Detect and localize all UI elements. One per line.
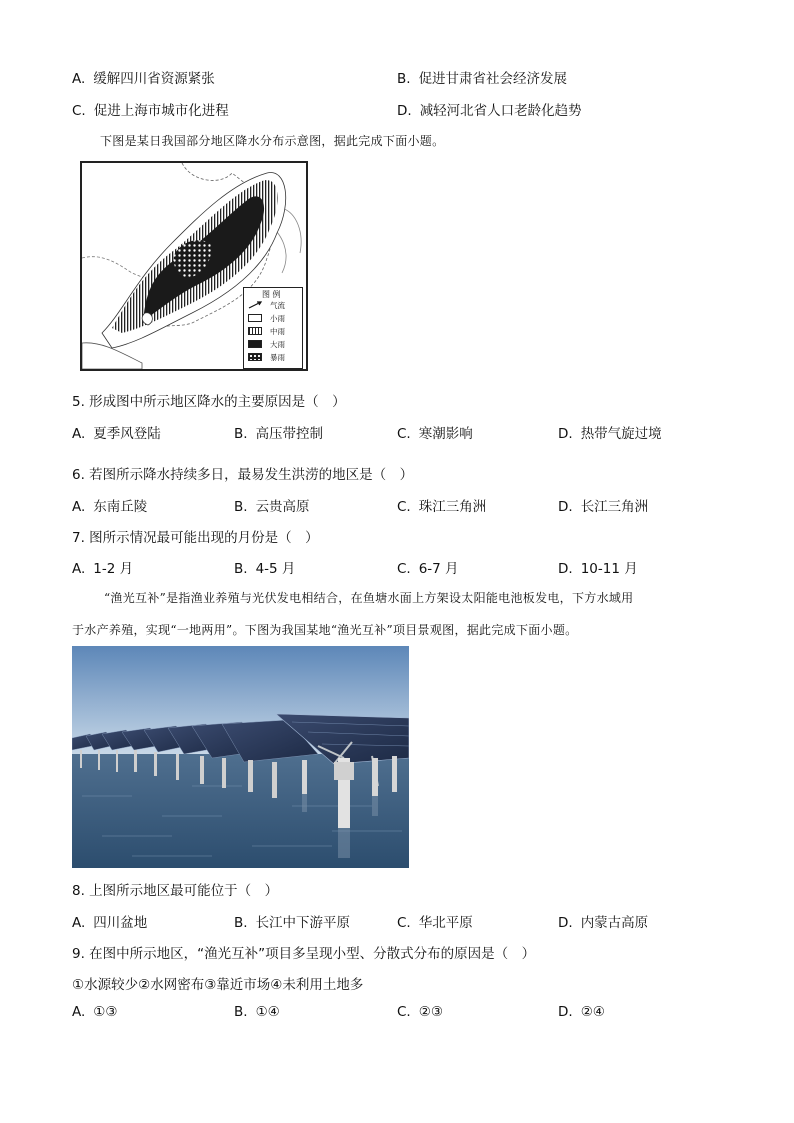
photo-intro-line2: 于水产养殖，实现“一地两用”。下图为我国某地“渔光互补”项目景观图，据此完成下面小题。 [72,623,578,637]
q9-option-d: D. ②④ [558,1004,605,1020]
fishery-solar-photo [72,646,409,868]
solar-panels-on-water-image [72,646,409,868]
q7-option-b: B. 4-5 月 [234,561,296,577]
q4-option-d: D. 减轻河北省人口老龄化趋势 [397,103,582,119]
precipitation-map [80,161,308,371]
q8-option-a: A. 四川盆地 [72,915,148,931]
q7-stem: 7. 图所示情况最可能出现的月份是（ ） [72,530,319,546]
q7-option-a: A. 1-2 月 [72,561,134,577]
q5-option-b: B. 高压带控制 [234,426,324,442]
q7-option-d: D. 10-11 月 [558,561,638,577]
q9-option-c: C. ②③ [397,1004,443,1020]
q5-option-a: A. 夏季风登陆 [72,426,161,442]
legend-rainstorm: 暴雨 [248,352,302,362]
map-intro-text: 下图是某日我国部分地区降水分布示意图，据此完成下面小题。 [100,134,445,148]
q6-option-b: B. 云贵高原 [234,499,310,515]
legend-airflow: 气流 [248,300,302,310]
q8-option-b: B. 长江中下游平原 [234,915,351,931]
q8-option-d: D. 内蒙古高原 [558,915,649,931]
q6-option-c: C. 珠江三角洲 [397,499,487,515]
q6-stem: 6. 若图所示降水持续多日，最易发生洪涝的地区是（ ） [72,467,414,483]
q7-option-c: C. 6-7 月 [397,561,459,577]
map-legend [243,287,303,369]
legend-title: 图 例 [262,290,281,299]
q4-option-a: A. 缓解四川省资源紧张 [72,71,215,87]
q9-option-a: A. ①③ [72,1004,118,1020]
arrow-icon [248,300,264,310]
q6-option-a: A. 东南丘陵 [72,499,148,515]
legend-heavy-rain: 大雨 [248,339,302,349]
q4-option-c: C. 促进上海市城市化进程 [72,103,229,119]
q5-option-c: C. 寒潮影响 [397,426,473,442]
q9-option-b: B. ①④ [234,1004,280,1020]
q4-option-b: B. 促进甘肃省社会经济发展 [397,71,568,87]
q9-statement-items: ①水源较少②水网密布③靠近市场④未利用土地多 [72,977,364,993]
legend-moderate-rain: 中雨 [248,326,302,336]
photo-intro-line1: “渔光互补”是指渔业养殖与光伏发电相结合，在鱼塘水面上方架设太阳能电池板发电，下方水域用 [104,591,634,605]
q9-stem: 9. 在图中所示地区，“渔光互补”项目多呈现小型、分散式分布的原因是（ ） [72,946,536,962]
q6-option-d: D. 长江三角洲 [558,499,649,515]
q5-option-d: D. 热带气旋过境 [558,426,662,442]
q8-stem: 8. 上图所示地区最可能位于（ ） [72,883,279,899]
q8-option-c: C. 华北平原 [397,915,473,931]
q5-stem: 5. 形成图中所示地区降水的主要原因是（ ） [72,394,346,410]
legend-light-rain: 小雨 [248,313,302,323]
